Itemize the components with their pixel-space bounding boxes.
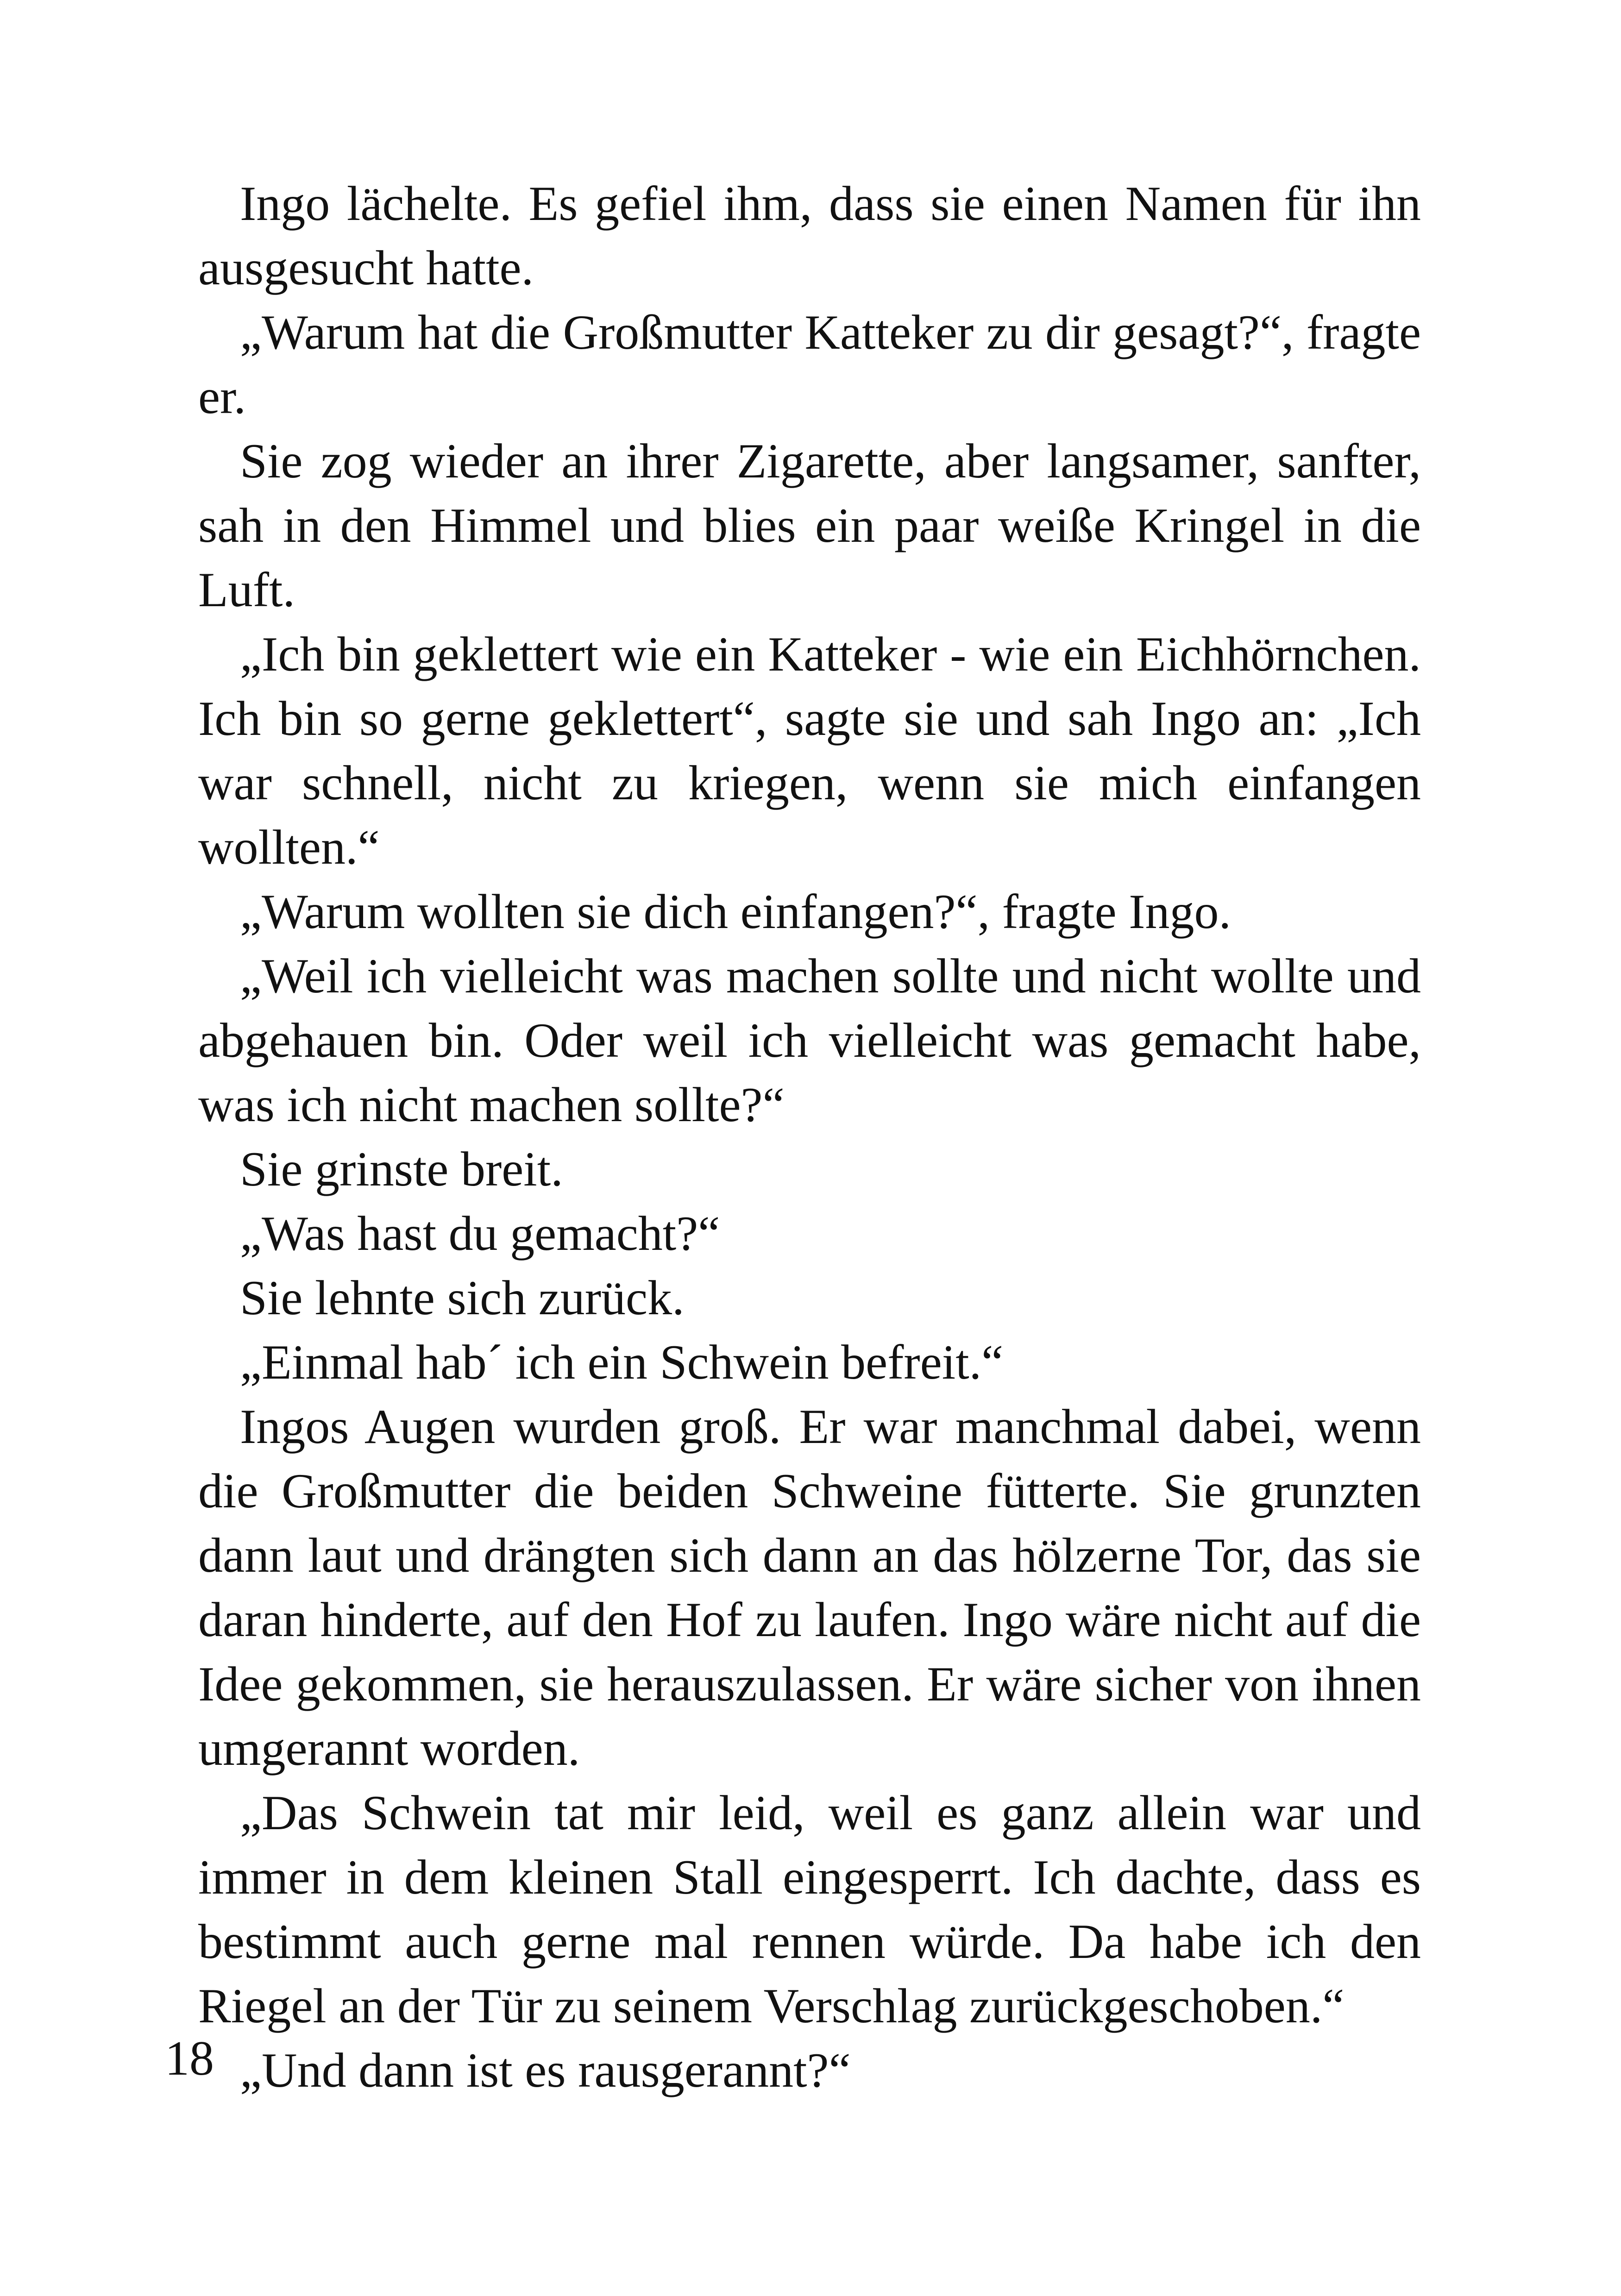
paragraph: Ingos Augen wurden groß. Er war manchmal dabei, wenn die Großmutter die beiden Schweine fütterte. Sie grunzten dann laut und drängten sich dann an das hölzerne Tor, das sie daran hinderte, auf den Hof zu laufen. Ingo wäre nicht auf die Idee gekommen, sie herauszulassen. Er wäre sicher von ihnen umgerannt worden.: [198, 1399, 1421, 1775]
paragraph: „Das Schwein tat mir leid, weil es ganz allein war und immer in dem kleinen Stall eingesperrt. Ich dachte, dass es bestimmt auch gerne mal rennen würde. Da habe ich den Riegel an der Tür zu seinem Verschlag zurückgeschoben.“: [198, 1786, 1421, 2033]
paragraph: Sie zog wieder an ihrer Zigarette, aber langsamer, sanfter, sah in den Himmel und blies ein paar weiße Kringel in die Luft.: [198, 434, 1421, 617]
page-number: 18: [165, 2031, 214, 2085]
paragraph: „Einmal hab´ ich ein Schwein befreit.“: [240, 1335, 1004, 1389]
paragraph: Sie lehnte sich zurück.: [240, 1271, 685, 1325]
body-text: [198, 171, 1421, 2102]
paragraph: „Ich bin geklettert wie ein Katteker - wie ein Eichhörnchen. Ich bin so gerne geklettert“, sagte sie und sah Ingo an: „Ich war schnell, nicht zu kriegen, wenn sie mich einfangen wollten.“: [198, 627, 1421, 874]
paragraph: „Und dann ist es rausgerannt?“: [240, 2043, 851, 2097]
paragraph: „Was hast du gemacht?“: [240, 1206, 720, 1261]
paragraph: Sie grinste breit.: [240, 1142, 563, 1196]
paragraph: „Warum hat die Großmutter Katteker zu dir gesagt?“, fragte er.: [198, 305, 1421, 424]
paragraph: „Weil ich vielleicht was machen sollte und nicht wollte und abgehauen bin. Oder weil ich vielleicht was gemacht habe, was ich nicht machen sollte?“: [198, 949, 1421, 1132]
paragraph: „Warum wollten sie dich einfangen?“, fragte Ingo.: [240, 885, 1231, 939]
paragraph: Ingo lächelte. Es gefiel ihm, dass sie einen Namen für ihn ausgesucht hatte.: [198, 176, 1421, 295]
